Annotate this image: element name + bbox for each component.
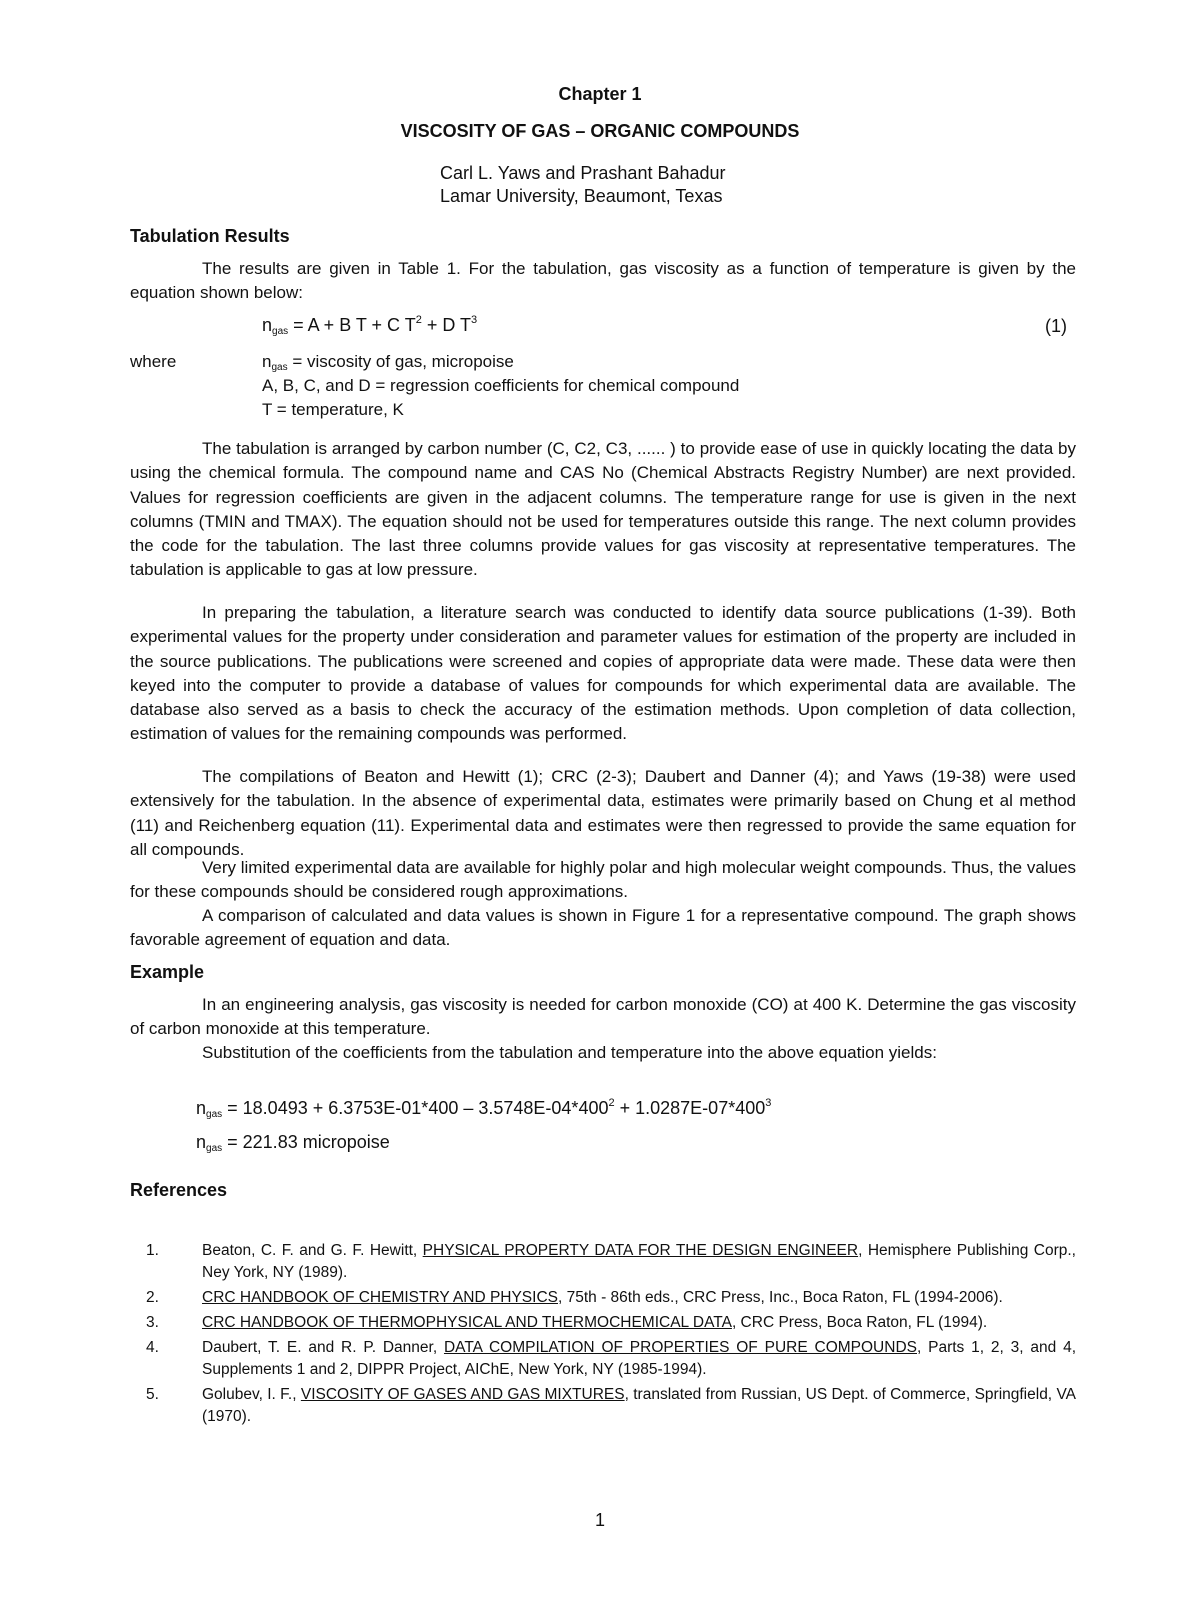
- chapter-label: Chapter 1: [558, 84, 642, 104]
- paragraph-tabulation-arrangement: The tabulation is arranged by carbon number (C, C2, C3, ...... ) to provide ease of use in quickly locating the data by using the chemical formula. The compound name and CAS No (Chemical Abstracts Registry Number) are next provided. Values for regression coefficients are given in the adjacent columns. The temperature range for use is given in the next columns (TMIN and TMAX). The equation should not be used for temperatures outside this range. The next column provides the code for the tabulation. The last three columns provide values for gas viscosity at representative temperatures. The tabulation is applicable to gas at low pressure.: [130, 439, 1076, 580]
- reference-title: PHYSICAL PROPERTY DATA FOR THE DESIGN ENGINEER: [422, 1242, 859, 1259]
- reference-item: 4. Daubert, T. E. and R. P. Danner, DATA COMPILATION OF PROPERTIES OF PURE COMPOUNDS, Parts 1, 2, 3, and 4, Supplements 1 and 2, DIPPR Project, AIChE, New York, NY (1985-1994).: [146, 1339, 1077, 1378]
- reference-title: VISCOSITY OF GASES AND GAS MIXTURES: [300, 1386, 625, 1403]
- reference-title: CRC HANDBOOK OF CHEMISTRY AND PHYSICS: [202, 1289, 558, 1306]
- chapter-title: VISCOSITY OF GAS – ORGANIC COMPOUNDS: [400, 121, 800, 141]
- example-calculation-1: $n_{gas} = 18.0493 + 6.3753E-01*400 - 3.5748E-04*400^2 + 1.0287E-07*400^3$: [196, 1097, 772, 1120]
- paragraph-compilations: The compilations of Beaton and Hewitt (1); CRC (2-3); Daubert and Danner (4); and Yaws (19-38) were used extensively for the tabulation. In the absence of experimental data, estimates were primarily based on Chung et al method (11) and Reichenberg equation (11). Experimental data and estimates were then regressed to provide the same equation for all compounds.: [130, 767, 1076, 859]
- reference-number: 3.: [146, 1314, 159, 1331]
- tabulation-intro: The results are given in Table 1. For the tabulation, gas viscosity as a function of temperature is given by the equation shown below:: [130, 259, 1076, 303]
- definition-coefficients: A, B, C, and D = regression coefficients for chemical compound: [262, 376, 740, 395]
- references-list: [130, 1240, 1076, 1431]
- where-label: where: [130, 352, 177, 371]
- paragraph-limited-data: Very limited experimental data are available for highly polar and high molecular weight compounds. Thus, the values for these compounds should be considered rough approximations.: [130, 858, 1076, 902]
- reference-item: 5. Golubev, I. F., VISCOSITY OF GASES AND GAS MIXTURES, translated from Russian, US Dept. of Commerce, Springfield, VA (1970).: [146, 1386, 1076, 1425]
- paragraph-literature-search: In preparing the tabulation, a literature search was conducted to identify data source publications (1-39). Both experimental values for the property under consideration and parameter values for estimation of the property are included in the source publications. The publications were screened and copies of appropriate data were made. These data were then keyed into the computer to provide a database of values for compounds for which experimental data are available. The database also served as a basis to check the accuracy of the estimation methods. Upon completion of data collection, estimation of values for the remaining compounds was performed.: [130, 603, 1076, 744]
- reference-item: 1. Beaton, C. F. and G. F. Hewitt, PHYSICAL PROPERTY DATA FOR THE DESIGN ENGINEER, Hemisphere Publishing Corp., Ney York, NY (1989).: [146, 1242, 1076, 1281]
- page-number: 1: [594, 1510, 605, 1530]
- definition-ngas: $n_{gas}$ = viscosity of gas, micropoise: [262, 352, 514, 373]
- references-heading: References: [130, 1180, 228, 1200]
- example-heading: Example: [130, 962, 205, 982]
- reference-item: 3. CRC HANDBOOK OF THERMOPHYSICAL AND THERMOCHEMICAL DATA, CRC Press, Boca Raton, FL (1994).: [130, 1312, 1076, 1334]
- reference-number: 1.: [146, 1242, 159, 1259]
- reference-item: 2. CRC HANDBOOK OF CHEMISTRY AND PHYSICS, 75th - 86th eds., CRC Press, Inc., Boca Raton, FL (1994-2006).: [130, 1287, 1076, 1309]
- authors: Carl L. Yaws and Prashant Bahadur: [440, 163, 726, 183]
- example-paragraph-2: Substitution of the coefficients from the tabulation and temperature into the above equation yields:: [202, 1043, 937, 1062]
- reference-title: DATA COMPILATION OF PROPERTIES OF PURE COMPOUNDS: [443, 1339, 917, 1356]
- tabulation-heading: Tabulation Results: [130, 226, 290, 246]
- example-calculation-2: $n_{gas} = 221.83$ micropoise: [196, 1132, 390, 1154]
- paragraph-comparison: A comparison of calculated and data values is shown in Figure 1 for a representative compound. The graph shows favorable agreement of equation and data.: [130, 906, 1076, 950]
- definition-temperature: T = temperature, K: [262, 400, 404, 419]
- reference-number: 4.: [146, 1339, 159, 1356]
- equation-1: $n_{gas} = A + B$ T + C $T^2 + D$ $T^3$: [262, 314, 478, 337]
- affiliation: Lamar University, Beaumont, Texas: [440, 186, 723, 206]
- equation-number: (1): [1045, 316, 1067, 336]
- reference-number: 2.: [146, 1289, 159, 1306]
- reference-number: 5.: [146, 1386, 159, 1403]
- example-paragraph-1: In an engineering analysis, gas viscosity is needed for carbon monoxide (CO) at 400 K. Determine the gas viscosity of carbon monoxide at this temperature.: [130, 995, 1076, 1039]
- reference-title: CRC HANDBOOK OF THERMOPHYSICAL AND THERMOCHEMICAL DATA: [202, 1314, 732, 1331]
